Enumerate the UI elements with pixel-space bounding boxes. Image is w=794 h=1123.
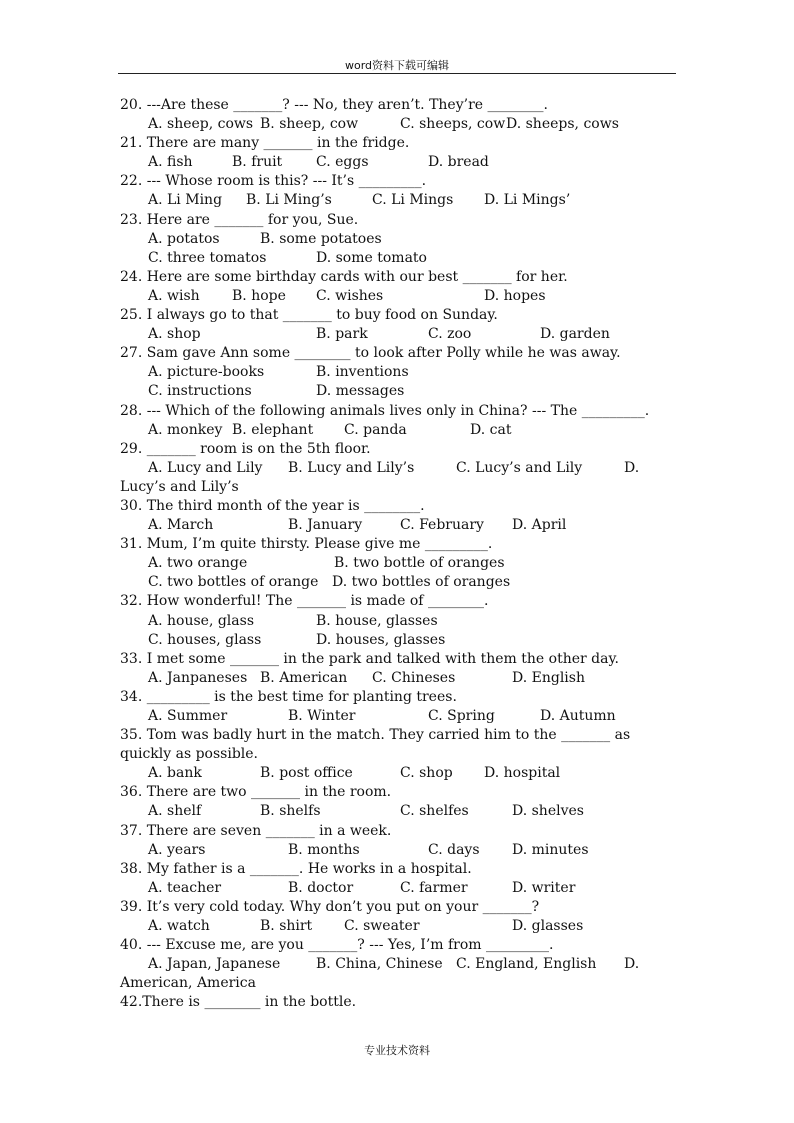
options-line (120, 363, 680, 382)
answer-option: C. shop (400, 765, 453, 782)
answer-option: C. panda (344, 421, 407, 438)
options-line (120, 382, 680, 401)
answer-option: B. January (288, 517, 363, 534)
answer-option: D. messages (316, 383, 405, 400)
options-line (120, 573, 680, 592)
answer-option: B. Li Ming’s (246, 192, 332, 209)
answer-option: A. bank (148, 765, 202, 782)
answer-option: B. park (316, 326, 368, 343)
options-line (120, 669, 680, 688)
answer-option: A. shelf (148, 803, 202, 820)
answer-option: B. shelfs (260, 803, 321, 820)
answer-option: D. bread (428, 154, 489, 171)
answer-option: D. (624, 459, 640, 476)
question-line: 25. I always go to that _______ to buy food on Sunday. (120, 307, 498, 324)
options-line (120, 516, 680, 535)
answer-option: C. farmer (400, 879, 468, 896)
answer-option: D. minutes (512, 841, 589, 858)
question-line: 33. I met some _______ in the park and talked with them the other day. (120, 650, 619, 667)
answer-option: B. some potatoes (260, 230, 382, 247)
answer-option: B. doctor (288, 879, 354, 896)
answer-option: C. Li Mings (372, 192, 454, 209)
answer-option: C. sweater (344, 918, 420, 935)
question-line: 30. The third month of the year is ________. (120, 497, 425, 514)
answer-option: C. February (400, 517, 484, 534)
answer-option: C. Chineses (372, 669, 456, 686)
answer-option: B. elephant (232, 421, 314, 438)
answer-option: A. house, glass (148, 612, 254, 629)
answer-option: D. Autumn (540, 708, 616, 724)
answer-option: A. Lucy and Lily (148, 459, 263, 476)
answer-option: C. wishes (316, 287, 384, 304)
header-divider (118, 73, 676, 74)
answer-option: C. instructions (148, 383, 252, 400)
options-line (120, 421, 680, 440)
question-line: 39. It’s very cold today. Why don’t you put on your _______? (120, 898, 540, 915)
answer-option: A. Janpaneses (148, 669, 248, 686)
answer-option: D. some tomato (316, 249, 427, 266)
options-line (120, 115, 680, 134)
answer-option: B. sheep, cow (260, 116, 359, 133)
question-line: 38. My father is a _______. He works in a hospital. (120, 860, 472, 877)
options-line (120, 612, 680, 631)
page-footer: 专业技术资料 (364, 1044, 430, 1057)
question-line: 36. There are two _______ in the room. (120, 784, 392, 801)
answer-option: D. hospital (484, 765, 561, 782)
options-line (120, 191, 680, 210)
question-line: 34. _________ is the best time for planting trees. (120, 688, 457, 705)
answer-option: B. fruit (232, 154, 283, 171)
answer-option: A. Summer (148, 708, 228, 724)
answer-option: D. English (512, 669, 585, 686)
options-line (120, 249, 680, 268)
answer-option: D. Li Mings’ (484, 192, 571, 209)
answer-option: C. Spring (428, 708, 495, 724)
answer-option: C. zoo (428, 326, 472, 343)
question-line: 35. Tom was badly hurt in the match. They carried him to the _______ as (120, 727, 631, 744)
answer-option: C. eggs (316, 154, 369, 171)
answer-option: B. hope (232, 287, 286, 304)
options-line (120, 841, 680, 860)
question-line: 42.There is ________ in the bottle. (120, 994, 357, 1011)
answer-option: D. glasses (512, 918, 584, 935)
options-line (120, 707, 680, 726)
answer-option: A. teacher (148, 879, 222, 896)
answer-option: B. Lucy and Lily’s (288, 459, 415, 476)
question-line: 29. _______ room is on the 5th floor. (120, 440, 371, 457)
options-line (120, 459, 680, 478)
answer-option: A. years (148, 841, 206, 858)
answer-option: B. American (260, 669, 348, 686)
question-line: 37. There are seven _______ in a week. (120, 822, 392, 839)
options-line (120, 631, 680, 650)
answer-option: D. April (512, 517, 567, 534)
question-line: 31. Mum, I’m quite thirsty. Please give me _________. (120, 536, 493, 553)
answer-option: D. houses, glasses (316, 631, 446, 648)
answer-option: C. England, English (456, 956, 597, 973)
answer-option: B. China, Chinese (316, 956, 443, 973)
question-line: quickly as possible. (120, 746, 259, 763)
options-line (120, 554, 680, 573)
answer-option: B. Winter (288, 708, 356, 724)
answer-option: A. Japan, Japanese (148, 956, 281, 973)
exercise-body (120, 96, 680, 1013)
answer-option: B. house, glasses (316, 612, 438, 629)
question-line: 23. Here are _______ for you, Sue. (120, 211, 359, 228)
answer-option: A. watch (148, 918, 210, 935)
answer-option: D. two bottles of oranges (332, 574, 511, 591)
question-line: 20. ---Are these _______? --- No, they aren’t. They’re ________. (120, 97, 548, 113)
options-line (120, 287, 680, 306)
answer-option: B. months (288, 841, 360, 858)
answer-option: A. March (148, 517, 214, 534)
answer-option: D. writer (512, 879, 576, 896)
question-line: 24. Here are some birthday cards with our best _______ for her. (120, 268, 568, 285)
answer-option: A. picture-books (148, 364, 265, 381)
options-line (120, 764, 680, 783)
question-line: Lucy’s and Lily’s (120, 478, 239, 495)
answer-option: A. sheep, cows (148, 116, 254, 133)
options-line (120, 917, 680, 936)
options-line (120, 955, 680, 974)
question-line: 22. --- Whose room is this? --- It’s _________. (120, 173, 427, 190)
answer-option: C. Lucy’s and Lily (456, 459, 583, 476)
answer-option: B. two bottle of oranges (334, 555, 505, 572)
answer-option: A. fish (148, 154, 193, 171)
answer-option: D. sheeps, cows (506, 116, 619, 133)
answer-option: D. (624, 956, 640, 973)
answer-option: C. houses, glass (148, 631, 262, 648)
answer-option: A. shop (148, 326, 201, 343)
answer-option: B. inventions (316, 364, 409, 381)
answer-option: A. two orange (148, 555, 248, 572)
answer-option: C. sheeps, cow (400, 116, 506, 133)
answer-option: A. potatos (148, 230, 220, 247)
options-line (120, 153, 680, 172)
answer-option: C. days (428, 841, 480, 858)
answer-option: B. shirt (260, 918, 313, 935)
answer-option: A. Li Ming (148, 192, 223, 209)
question-line: 21. There are many _______ in the fridge. (120, 135, 410, 152)
question-line: 28. --- Which of the following animals lives only in China? --- The _________. (120, 402, 650, 419)
answer-option: C. two bottles of orange (148, 574, 319, 591)
options-line (120, 879, 680, 898)
answer-option: C. shelfes (400, 803, 469, 820)
answer-option: D. cat (470, 421, 512, 438)
page-header: word资料下载可编辑 (344, 59, 450, 72)
answer-option: A. wish (148, 287, 200, 304)
answer-option: B. post office (260, 765, 353, 782)
question-line: 32. How wonderful! The _______ is made of ________. (120, 593, 489, 610)
options-line (120, 802, 680, 821)
answer-option: D. garden (540, 326, 610, 343)
answer-option: C. three tomatos (148, 249, 267, 266)
answer-option: D. hopes (484, 287, 546, 304)
options-line (120, 230, 680, 249)
question-line: 40. --- Excuse me, are you _______? --- Yes, I’m from _________. (120, 937, 554, 954)
options-line (120, 325, 680, 344)
answer-option: D. shelves (512, 803, 584, 820)
question-line: 27. Sam gave Ann some ________ to look after Polly while he was away. (120, 345, 621, 362)
answer-option: A. monkey (148, 421, 223, 438)
question-line: American, America (120, 975, 256, 992)
